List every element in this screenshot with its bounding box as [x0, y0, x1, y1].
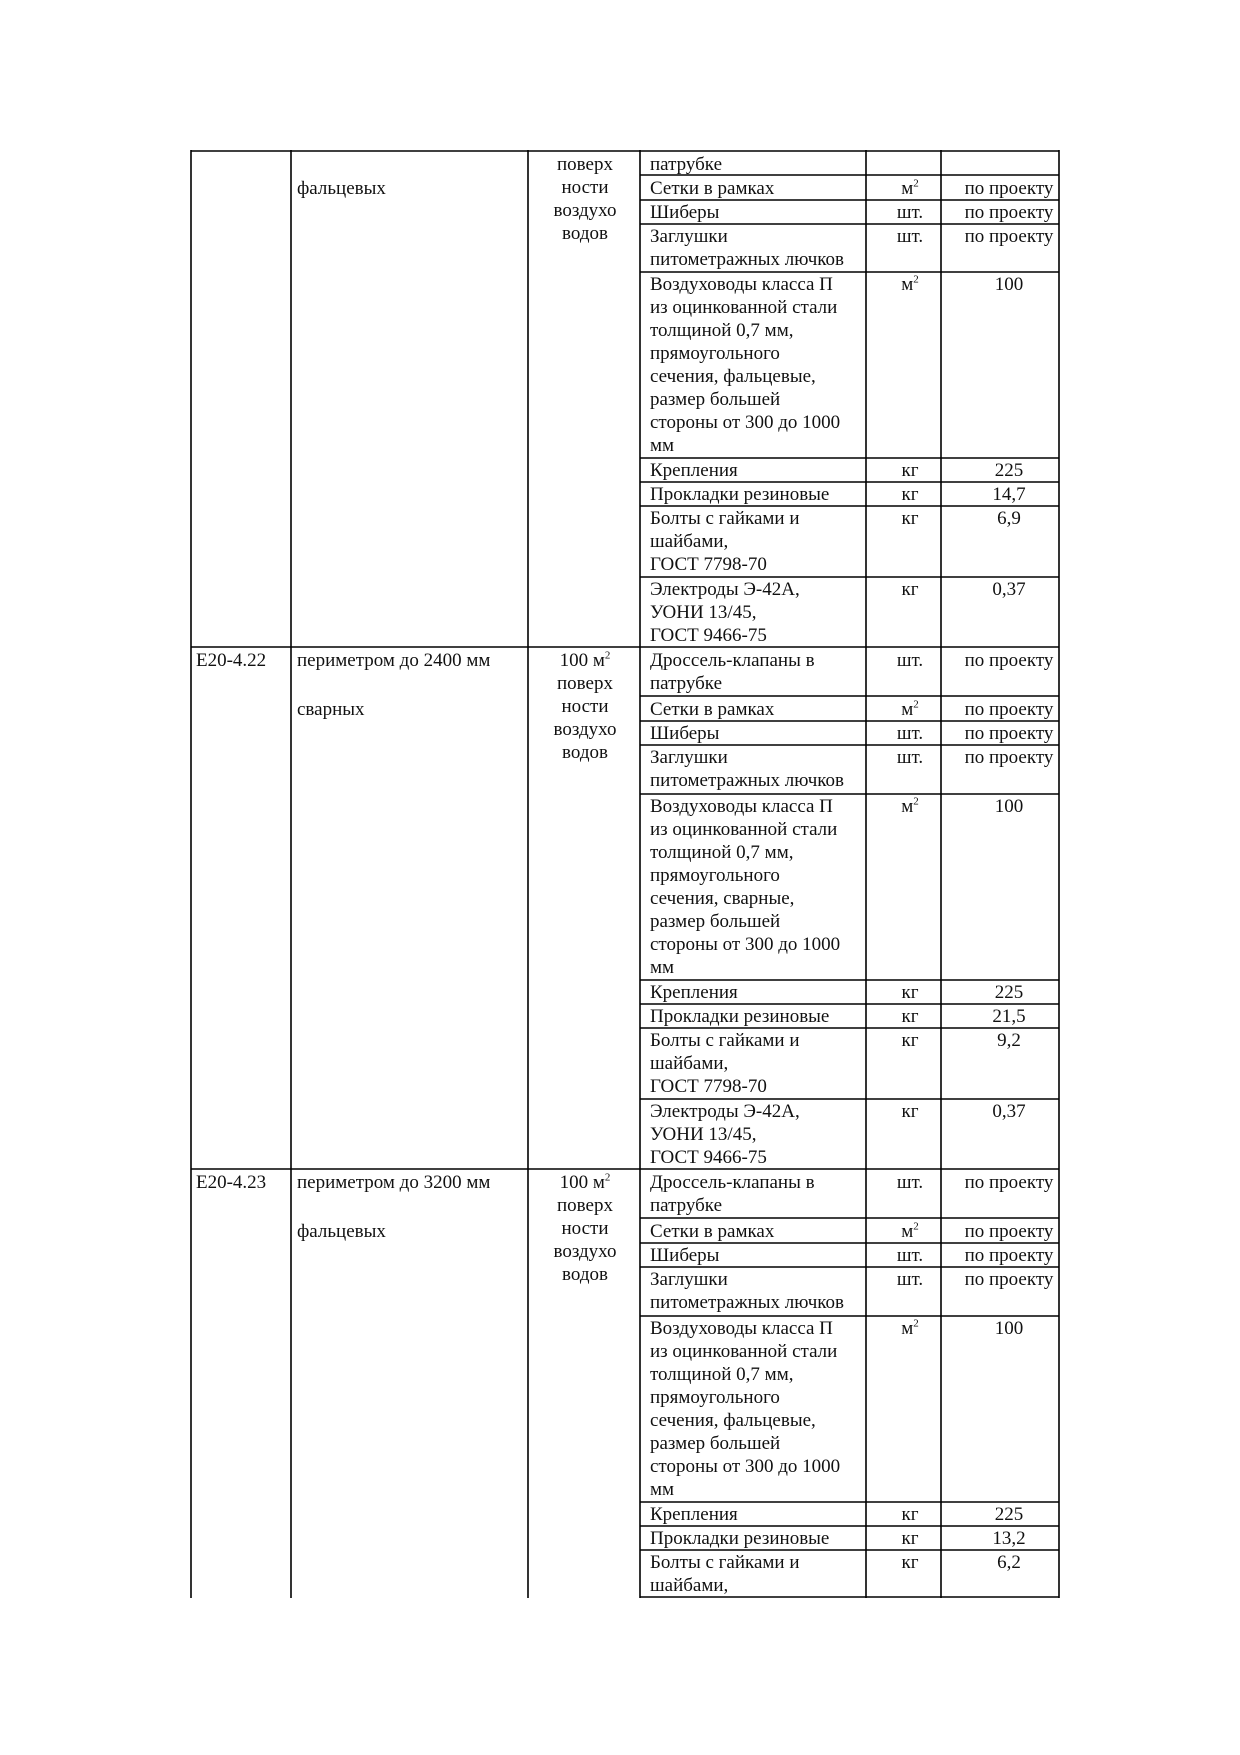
table-row-a7-unit: кг	[901, 508, 919, 529]
table-row-a5-unit: кг	[901, 460, 919, 481]
table-row-b4-unit: $м^2$	[901, 795, 919, 817]
table-row-b1-unit: $м^2$	[901, 698, 919, 720]
table-row-c4-value: 100	[994, 1318, 1024, 1339]
table-row-c3-value: по проекту	[964, 1269, 1054, 1290]
table-row-b5-value: 225	[994, 982, 1024, 1003]
table-row-b6-value: 21,5	[992, 1006, 1026, 1027]
table-row-a2-unit: шт.	[896, 202, 924, 223]
table-row-c3-name: Заглушки питометражных лючков	[650, 1269, 845, 1313]
table-row-c0-name: Дроссель-клапаны в патрубке	[650, 1172, 815, 1216]
table-row-c6-name: Прокладки резиновые	[650, 1528, 830, 1549]
table-row-a8-unit: кг	[901, 579, 919, 600]
table-row-c2-value: по проекту	[964, 1245, 1054, 1266]
table-row-a3-unit: шт.	[896, 226, 924, 247]
table-row-b7-name: Болты с гайками и шайбами, ГОСТ 7798-70	[650, 1030, 800, 1097]
section-c-description: периметром до 3200 мм	[297, 1172, 491, 1193]
section-c-code: Е20-4.23	[196, 1172, 267, 1193]
table-row-c6-value: 13,2	[992, 1528, 1026, 1549]
table-row-a4-value: 100	[994, 274, 1024, 295]
table-row-a6-value: 14,7	[992, 484, 1026, 505]
table-row-b6-unit: кг	[901, 1006, 919, 1027]
section-c-unit: поверх ности воздухо водов	[553, 1195, 617, 1285]
table-row-a6-unit: кг	[901, 484, 919, 505]
section-b-unit-header: 100 $м^2$	[559, 649, 611, 671]
table-row-b6-name: Прокладки резиновые	[650, 1006, 830, 1027]
table-row-c1-name: Сетки в рамках	[650, 1221, 775, 1242]
table-row-b3-name: Заглушки питометражных лючков	[650, 747, 845, 791]
table-row-b1-name: Сетки в рамках	[650, 699, 775, 720]
table-row-a3-name: Заглушки питометражных лючков	[650, 226, 845, 270]
table-row-b8-value: 0,37	[992, 1101, 1026, 1122]
table-row-b5-unit: кг	[901, 982, 919, 1003]
table-row-a8-value: 0,37	[992, 579, 1026, 600]
table-row-c3-unit: шт.	[896, 1269, 924, 1290]
table-row-a5-name: Крепления	[650, 460, 738, 481]
table-row-b0-value: по проекту	[964, 650, 1054, 671]
table-row-b2-name: Шиберы	[650, 723, 720, 744]
section-c-subtype: фальцевых	[297, 1221, 386, 1242]
table-row-b0-name: Дроссель-клапаны в патрубке	[650, 650, 815, 694]
table-row-c4-name: Воздуховоды класса П из оцинкованной стали толщиной 0,7 мм, прямоугольного сечения, фальцевые, размер большей стороны от 300 до 1000 мм	[650, 1318, 841, 1500]
table-row-a7-name: Болты с гайками и шайбами, ГОСТ 7798-70	[650, 508, 800, 575]
section-b-description: периметром до 2400 мм	[297, 650, 491, 671]
table-row-b7-value: 9,2	[997, 1030, 1021, 1051]
table-row-b8-name: Электроды Э-42А, УОНИ 13/45, ГОСТ 9466-75	[650, 1101, 800, 1168]
table-row-b2-value: по проекту	[964, 723, 1054, 744]
table-row-c7-unit: кг	[901, 1552, 919, 1573]
table-row-c1-unit: $м^2$	[901, 1220, 919, 1242]
table-row-b5-name: Крепления	[650, 982, 738, 1003]
table-row-b0-unit: шт.	[896, 650, 924, 671]
table-row-c4-unit: $м^2$	[901, 1317, 919, 1339]
table-row-c5-name: Крепления	[650, 1504, 738, 1525]
table-row-a7-value: 6,9	[997, 508, 1021, 529]
table-row-c2-unit: шт.	[896, 1245, 924, 1266]
table-row-b3-unit: шт.	[896, 747, 924, 768]
table-row-a4-unit: $м^2$	[901, 273, 919, 295]
section-a-unit: поверх ности воздухо водов	[553, 154, 617, 244]
section-b-unit: поверх ности воздухо водов	[553, 673, 617, 763]
section-b-code: Е20-4.22	[196, 650, 267, 671]
table-row-a1-unit: $м^2$	[901, 177, 919, 199]
table-row-b7-unit: кг	[901, 1030, 919, 1051]
section-c-unit-header: 100 $м^2$	[559, 1171, 611, 1193]
table-row-c0-value: по проекту	[964, 1172, 1054, 1193]
table-row-a0-name: патрубке	[650, 154, 723, 175]
section-a-description: фальцевых	[297, 178, 386, 199]
table-row-c1-value: по проекту	[964, 1221, 1054, 1242]
table-row-c7-value: 6,2	[997, 1552, 1021, 1573]
table-row-c5-value: 225	[994, 1504, 1024, 1525]
table-row-a3-value: по проекту	[964, 226, 1054, 247]
table-row-a2-name: Шиберы	[650, 202, 720, 223]
table-row-a1-name: Сетки в рамках	[650, 178, 775, 199]
table-row-b2-unit: шт.	[896, 723, 924, 744]
table-row-a4-name: Воздуховоды класса П из оцинкованной стали толщиной 0,7 мм, прямоугольного сечения, фальцевые, размер большей стороны от 300 до 1000 мм	[650, 274, 841, 456]
table-row-a2-value: по проекту	[964, 202, 1054, 223]
table-row-a5-value: 225	[994, 460, 1024, 481]
table-row-c5-unit: кг	[901, 1504, 919, 1525]
table-row-c2-name: Шиберы	[650, 1245, 720, 1266]
table-row-c7-name: Болты с гайками и шайбами,	[650, 1552, 800, 1596]
table-row-a6-name: Прокладки резиновые	[650, 484, 830, 505]
table-row-a8-name: Электроды Э-42А, УОНИ 13/45, ГОСТ 9466-75	[650, 579, 800, 646]
section-b-subtype: сварных	[297, 699, 365, 720]
table-row-c0-unit: шт.	[896, 1172, 924, 1193]
table-row-b1-value: по проекту	[964, 699, 1054, 720]
table-row-b4-name: Воздуховоды класса П из оцинкованной стали толщиной 0,7 мм, прямоугольного сечения, сварные, размер большей стороны от 300 до 1000 мм	[650, 796, 841, 978]
table-row-b3-value: по проекту	[964, 747, 1054, 768]
table-row-c6-unit: кг	[901, 1528, 919, 1549]
table-row-b4-value: 100	[994, 796, 1024, 817]
table-row-a1-value: по проекту	[964, 178, 1054, 199]
table-row-b8-unit: кг	[901, 1101, 919, 1122]
